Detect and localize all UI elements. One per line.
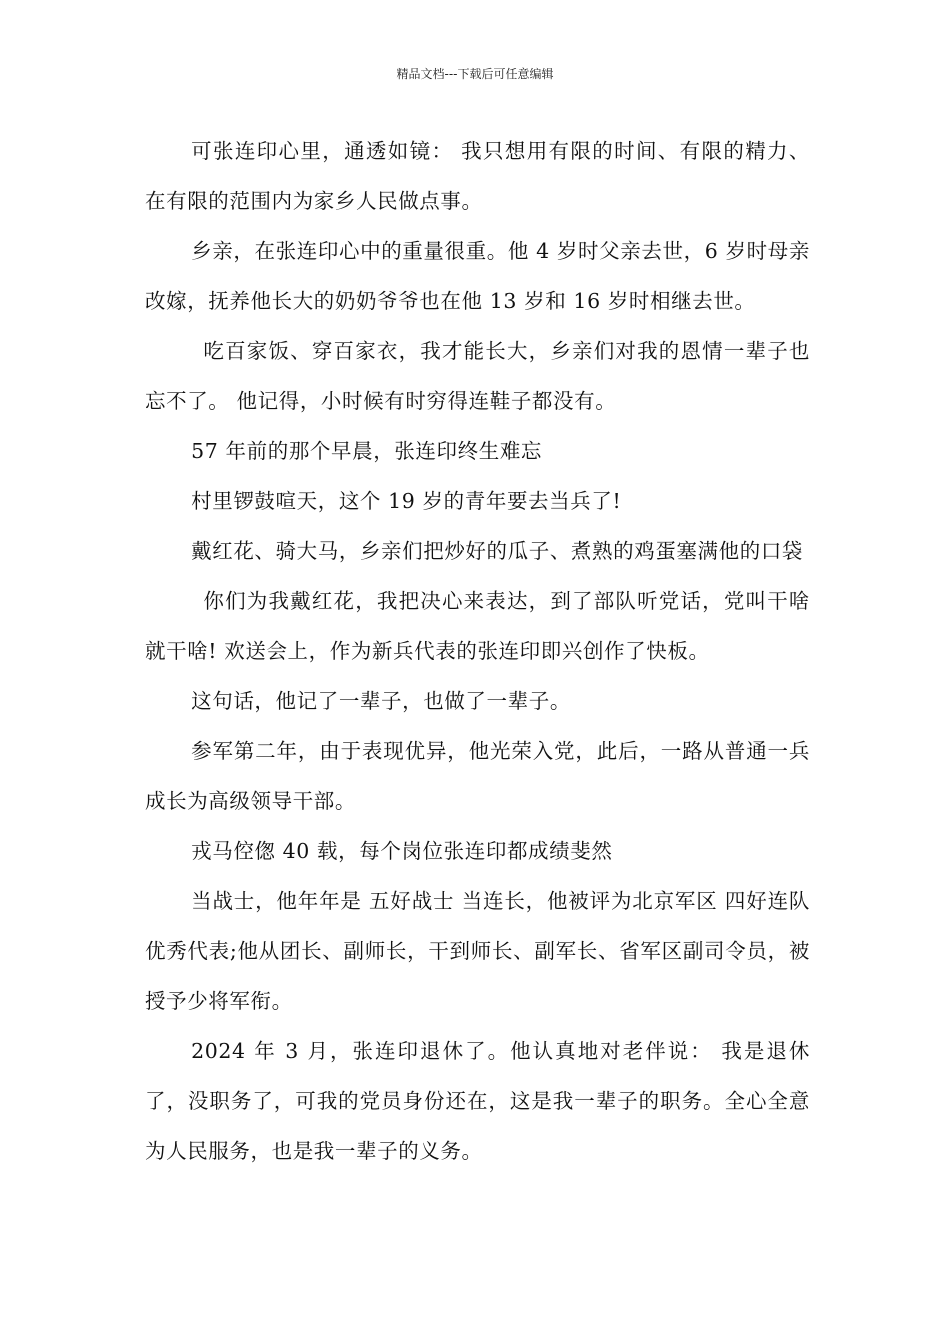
paragraph: 你们为我戴红花，我把决心来表达，到了部队听党话，党叫干啥就干啥! 欢送会上，作为新兵代表的张连印即兴创作了快板。 xyxy=(145,589,810,663)
paragraph: 可张连印心里，通透如镜： 我只想用有限的时间、有限的精力、在有限的范围内为家乡人民做点事。 xyxy=(145,139,810,213)
page-header: 精品文档---下载后可任意编辑 xyxy=(396,67,554,81)
paragraph: 戎马倥偬 40 载，每个岗位张连印都成绩斐然 xyxy=(191,839,613,863)
paragraph: 2024 年 3 月，张连印退休了。他认真地对老伴说： 我是退休了，没职务了，可我的党员身份还在，这是我一辈子的职务。全心全意为人民服务，也是我一辈子的义务。 xyxy=(145,1039,810,1163)
paragraph: 57 年前的那个早晨，张连印终生难忘 xyxy=(191,439,543,463)
paragraph: 乡亲，在张连印心中的重量很重。他 4 岁时父亲去世，6 岁时母亲改嫁，抚养他长大的奶奶爷爷也在他 13 岁和 16 岁时相继去世。 xyxy=(145,239,810,313)
paragraph: 村里锣鼓喧天，这个 19 岁的青年要去当兵了! xyxy=(191,489,622,513)
paragraph: 当战士，他年年是 五好战士 当连长，他被评为北京军区 四好连队 优秀代表;他从团长、副师长，干到师长、副军长、省军区副司令员，被授予少将军衔。 xyxy=(145,889,810,1013)
document-body xyxy=(145,126,810,1176)
paragraph: 这句话，他记了一辈子，也做了一辈子。 xyxy=(191,689,571,713)
paragraph: 参军第二年，由于表现优异，他光荣入党，此后，一路从普通一兵成长为高级领导干部。 xyxy=(145,739,810,813)
paragraph: 吃百家饭、穿百家衣，我才能长大，乡亲们对我的恩情一辈子也忘不了。 他记得，小时候有时穷得连鞋子都没有。 xyxy=(145,339,810,413)
paragraph: 戴红花、骑大马，乡亲们把炒好的瓜子、煮熟的鸡蛋塞满他的口袋 xyxy=(191,539,804,563)
